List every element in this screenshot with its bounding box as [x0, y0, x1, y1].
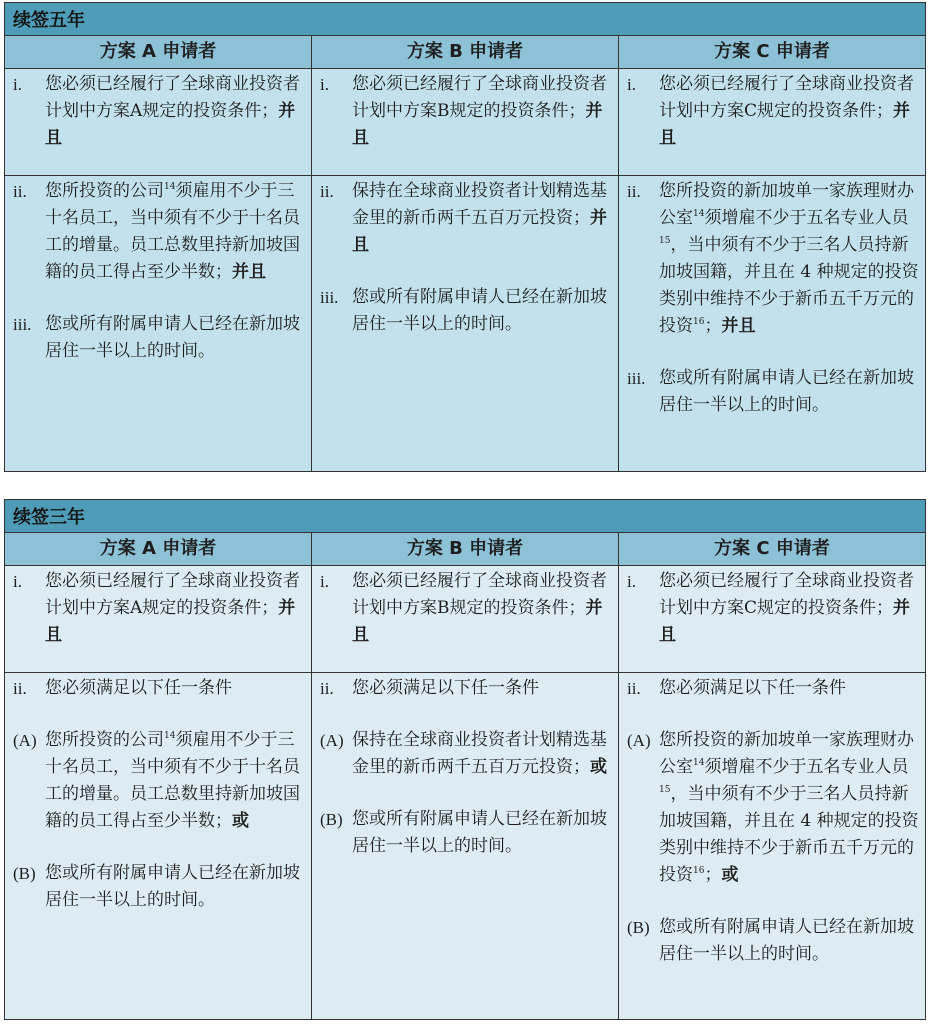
item-marker: (A) [320, 731, 344, 750]
item-text: 您或所有附属申请人已经在新加坡居住一半以上的时间。 [45, 863, 300, 910]
item-text: 您所投资的新加坡单一家族理财办公室$^{14}$须增雇不少于五名专业人员$^{15}$，当中须有不少于三名人员持新加坡国籍，并且在 4 种规定的投资类别中维持不少于新币五千万元的投资$^{16}$；或 [659, 730, 919, 885]
emphasis-text: 并且 [45, 598, 296, 645]
renewal-three-years-table [4, 499, 926, 1020]
item-marker: (A) [13, 731, 37, 750]
emphasis-text: 并且 [659, 101, 911, 148]
item-marker: ii. [627, 679, 641, 698]
cell-option-b-item-i [312, 566, 619, 672]
table-row [5, 176, 925, 471]
footnote-ref: 14 [164, 182, 176, 192]
item-marker: (B) [627, 918, 650, 937]
table-title: 续签三年 [5, 500, 925, 533]
item-marker: i. [13, 75, 22, 94]
header-option-a: 方案 A 申请者 [5, 533, 312, 565]
header-option-a: 方案 A 申请者 [5, 36, 312, 68]
item-marker: iii. [320, 288, 339, 307]
item-marker: ii. [627, 182, 641, 201]
cell-option-b-item-i [312, 69, 619, 175]
emphasis-text: 并且 [721, 316, 756, 336]
table-title: 续签五年 [5, 3, 925, 36]
item-marker: i. [320, 572, 329, 591]
item-marker: i. [627, 75, 636, 94]
header-option-c: 方案 C 申请者 [714, 538, 830, 559]
cell-option-a-items-ii-iii [5, 176, 312, 471]
cell-option-b-items-ii-iii [312, 176, 619, 471]
item-text: 您必须满足以下任一条件 [352, 678, 539, 698]
cell-option-c-item-i [619, 69, 925, 175]
emphasis-text: 并且 [232, 262, 266, 282]
emphasis-text: 或 [721, 865, 739, 885]
item-marker: (B) [320, 810, 343, 829]
item-marker: ii. [320, 679, 334, 698]
item-text: 您所投资的公司$^{14}$须雇用不少于三十名员工，当中须有不少于十名员工的增量。员工总数里持新加坡国籍的员工得占至少半数；或 [45, 730, 300, 831]
item-text: 您必须已经履行了全球商业投资者计划中方案C规定的投资条件；并且 [659, 74, 914, 148]
item-marker: ii. [13, 182, 27, 201]
emphasis-text: 并且 [45, 101, 296, 148]
emphasis-text: 或 [590, 757, 607, 777]
footnote-ref: 16 [693, 866, 705, 876]
cell-option-c-item-i [619, 566, 925, 672]
header-option-b: 方案 B 申请者 [312, 36, 619, 68]
emphasis-text: 或 [232, 811, 249, 831]
cell-option-c-items-ii-iii [619, 176, 925, 471]
item-text: 您必须已经履行了全球商业投资者计划中方案C规定的投资条件；并且 [659, 571, 914, 645]
item-text: 您必须已经履行了全球商业投资者计划中方案B规定的投资条件；并且 [352, 571, 607, 645]
table-row [5, 566, 925, 673]
item-text: 您必须满足以下任一条件 [45, 678, 232, 698]
footnote-ref: 15 [659, 236, 671, 246]
item-marker: i. [13, 572, 22, 591]
item-text: 您或所有附属申请人已经在新加坡居住一半以上的时间。 [352, 287, 607, 334]
item-text: 保持在全球商业投资者计划精选基金里的新币两千五百万元投资；或 [352, 730, 607, 777]
item-text: 您或所有附属申请人已经在新加坡居住一半以上的时间。 [659, 917, 914, 964]
item-marker: iii. [13, 315, 32, 334]
header-option-b: 方案 B 申请者 [312, 533, 619, 565]
renewal-five-years-table [4, 2, 926, 472]
item-marker: ii. [320, 182, 334, 201]
cell-option-a-item-i [5, 566, 312, 672]
cell-option-b-item-ii [312, 673, 619, 1019]
item-text: 您或所有附属申请人已经在新加坡居住一半以上的时间。 [659, 368, 914, 415]
cell-option-c-item-ii [619, 673, 925, 1019]
emphasis-text: 并且 [352, 598, 603, 645]
emphasis-text: 并且 [659, 598, 911, 645]
footnote-ref: 16 [693, 317, 705, 327]
header-option-c: 方案 C 申请者 [714, 41, 830, 62]
item-text: 您所投资的新加坡单一家族理财办公室$^{14}$须增雇不少于五名专业人员$^{15}$，当中须有不少于三名人员持新加坡国籍，并且在 4 种规定的投资类别中维持不少于新币五千万元的投资$^{16}$；并且 [659, 181, 919, 336]
item-text: 您所投资的公司$^{14}$须雇用不少于三十名员工，当中须有不少于十名员工的增量。员工总数里持新加坡国籍的员工得占至少半数；并且 [45, 181, 300, 282]
item-marker: i. [320, 75, 329, 94]
footnote-ref: 14 [693, 758, 705, 768]
footnote-ref: 15 [659, 785, 671, 795]
item-marker: (A) [627, 731, 651, 750]
item-text: 您或所有附属申请人已经在新加坡居住一半以上的时间。 [352, 809, 607, 856]
item-text: 保持在全球商业投资者计划精选基金里的新币两千五百万元投资；并且 [352, 181, 607, 255]
item-text: 您必须已经履行了全球商业投资者计划中方案B规定的投资条件；并且 [352, 74, 607, 148]
item-marker: iii. [627, 369, 646, 388]
item-text: 您或所有附属申请人已经在新加坡居住一半以上的时间。 [45, 314, 300, 361]
item-text: 您必须已经履行了全球商业投资者计划中方案A规定的投资条件；并且 [45, 571, 300, 645]
cell-option-a-item-i [5, 69, 312, 175]
item-marker: i. [627, 572, 636, 591]
item-text: 您必须已经履行了全球商业投资者计划中方案A规定的投资条件；并且 [45, 74, 300, 148]
footnote-ref: 14 [164, 731, 176, 741]
emphasis-text: 并且 [352, 208, 607, 255]
cell-option-a-item-ii [5, 673, 312, 1019]
item-marker: ii. [13, 679, 27, 698]
table-row [5, 69, 925, 176]
footnote-ref: 14 [693, 209, 705, 219]
emphasis-text: 并且 [352, 101, 603, 148]
table-header-row [5, 533, 925, 566]
item-text: 您必须满足以下任一条件 [659, 678, 846, 698]
table-header-row [5, 36, 925, 69]
item-marker: (B) [13, 864, 36, 883]
table-row [5, 673, 925, 1019]
